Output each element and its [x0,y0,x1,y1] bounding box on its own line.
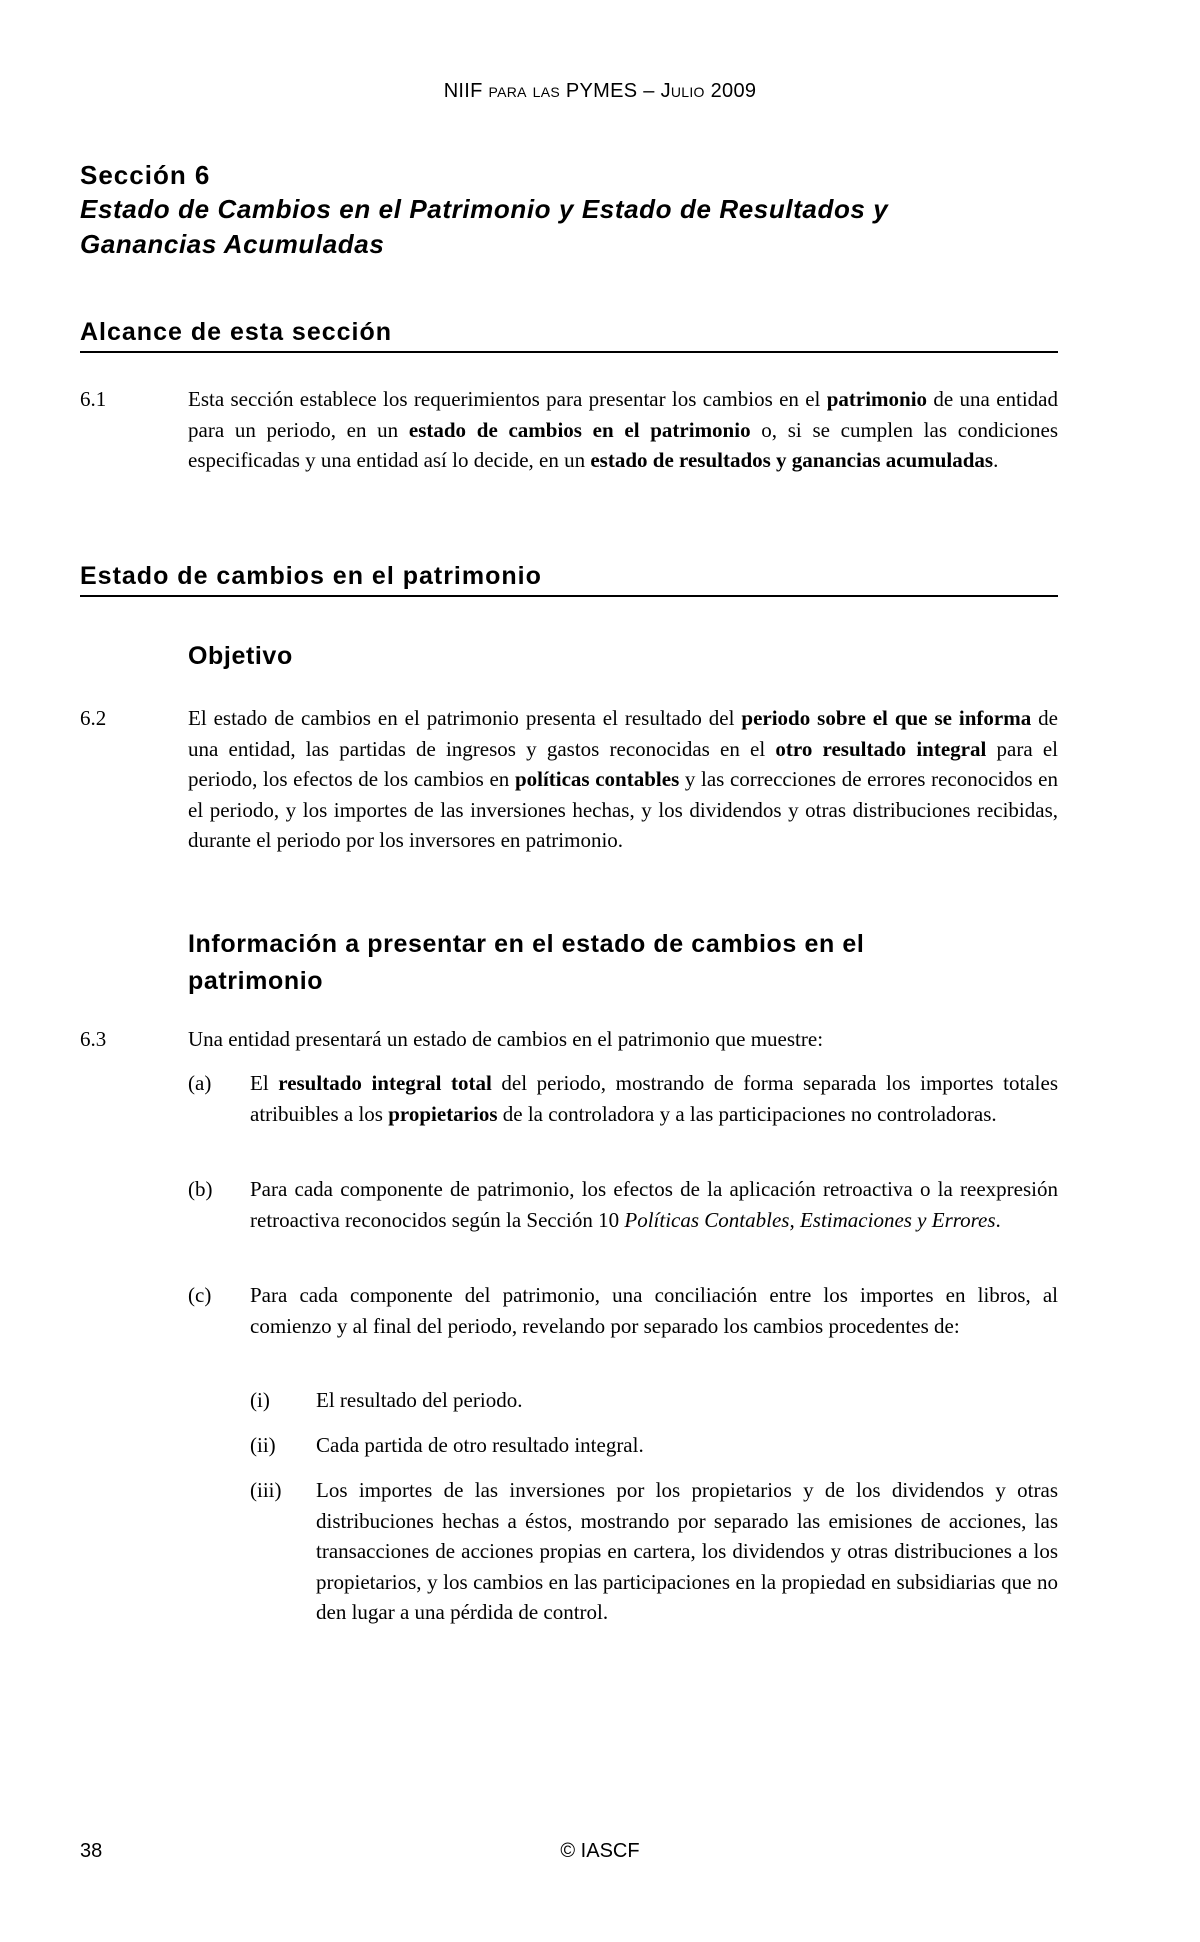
section-title: Estado de Cambios en el Patrimonio y Estado de Resultados y Ganancias Acumuladas [80,194,889,259]
paragraph-number: 6.2 [80,706,107,730]
footer-copyright: © IASCF [560,1840,640,1862]
list-label: (b) [188,1177,213,1201]
list-text: Para cada componente de patrimonio, los efectos de la aplicación retroactiva o la reexpresión retroactiva reconocidos según la Sección 10 Políticas Contables, Estimaciones y Errores. [250,1177,1058,1232]
list-text: El resultado integral total del periodo, mostrando de forma separada los importes totales atribuibles a los propietarios de la controladora y a las participaciones no controladoras. [250,1071,1058,1126]
objective-heading: Objetivo [188,642,293,670]
list-text: Los importes de las inversiones por los propietarios y de los dividendos y otras distribuciones hechas a éstos, mostrando por separado las emisiones de acciones, las transacciones de acciones propias en cartera, los dividendos y otras distribuciones a los propietarios, y los cambios en las participaciones en la propiedad en subsidiarias que no den lugar a una pérdida de control. [316,1478,1058,1624]
list-item-c-ii [250,1430,1058,1461]
paragraph-number: 6.3 [80,1027,107,1051]
paragraph-text: Una entidad presentará un estado de cambios en el patrimonio que muestre: [188,1027,824,1051]
list-item-a [188,1068,1058,1129]
list-text: Cada partida de otro resultado integral. [316,1433,644,1457]
list-text: El resultado del periodo. [316,1388,523,1412]
section-number: Sección 6 [80,160,211,190]
info-heading: Información a presentar en el estado de cambios en el patrimonio [188,930,865,995]
paragraph-number: 6.1 [80,387,107,411]
footer-page-number: 38 [80,1840,103,1862]
section-title-block [80,158,1060,262]
list-label: (c) [188,1283,212,1307]
soce-heading: Estado de cambios en el patrimonio [80,562,1058,597]
paragraph-6-2 [80,703,1058,856]
list-item-c [188,1280,1058,1341]
list-item-b [188,1174,1058,1235]
list-label: (i) [250,1388,270,1412]
paragraph-text: Esta sección establece los requerimientos para presentar los cambios en el patrimonio de una entidad para un periodo, en un estado de cambios en el patrimonio o, si se cumplen las condiciones especificadas y una entidad así lo decide, en un estado de resultados y ganancias acumuladas. [188,387,1059,472]
list-item-c-i [250,1385,1058,1416]
list-item-c-iii [250,1475,1058,1628]
paragraph-6-1 [80,384,1058,476]
list-text: Para cada componente del patrimonio, una conciliación entre los importes en libros, al comienzo y al final del periodo, revelando por separado los cambios procedentes de: [250,1283,1058,1338]
paragraph-text: El estado de cambios en el patrimonio presenta el resultado del periodo sobre el que se informa de una entidad, las partidas de ingresos y gastos reconocidas en el otro resultado integral para el periodo, los efectos de los cambios en políticas contables y las correcciones de errores reconocidos en el periodo, y los importes de las inversiones hechas, y los dividendos y otras distribuciones recibidas, durante el periodo por los inversores en patrimonio. [188,706,1059,852]
list-label: (iii) [250,1478,282,1502]
list-label: (a) [188,1071,212,1095]
running-header: NIIF para las PYMES – Julio 2009 [443,80,757,102]
list-label: (ii) [250,1433,276,1457]
paragraph-6-3 [80,1024,1058,1055]
scope-heading: Alcance de esta sección [80,318,1058,353]
